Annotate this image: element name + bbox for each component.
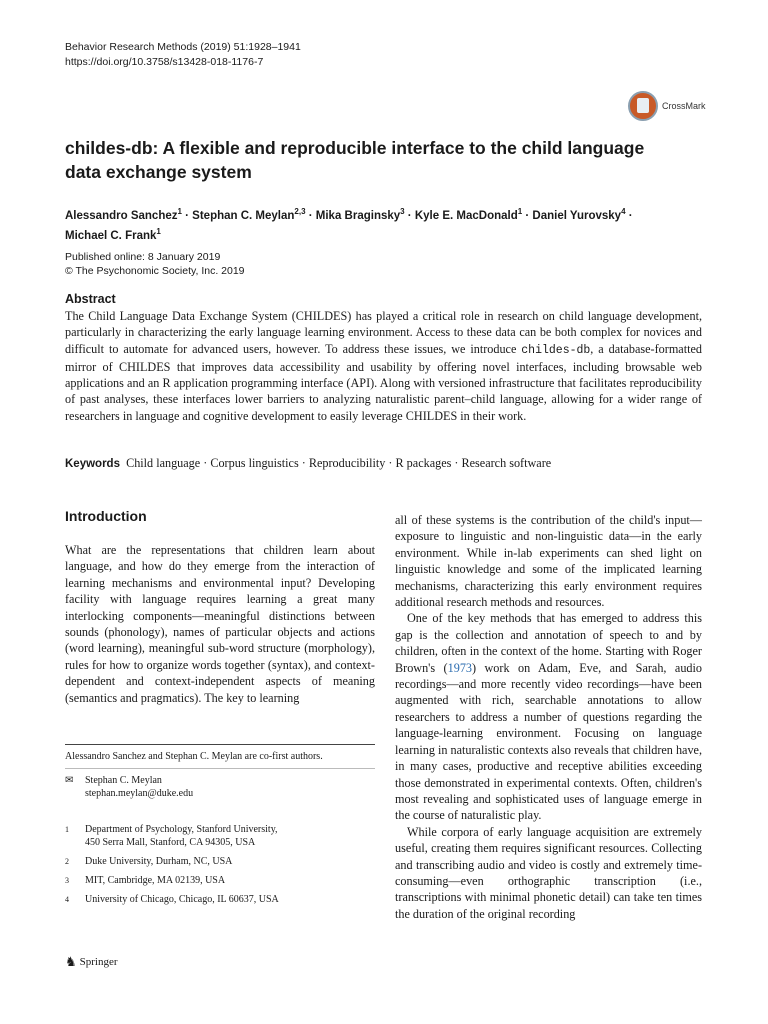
crossmark-badge[interactable] — [628, 90, 708, 122]
crossmark-icon — [628, 91, 658, 121]
publisher-footer — [65, 954, 118, 970]
affiliation: 3 MIT, Cambridge, MA 02139, USA — [65, 875, 226, 886]
author-list: Alessandro Sanchez$^1$ · Stephan C. Meylan$^{2,3}$ · Mika Braginsky$^3$ · Kyle E. MacDonald$^1$ · Daniel Yurovsky$^4$ · Michael C. Frank$^1$ — [65, 207, 633, 242]
springer-logo-icon: ♞ — [65, 954, 77, 969]
published-date: Published online: 8 January 2019 — [65, 251, 221, 263]
paper-title: childes-db: A flexible and reproducible interface to the child language data exchange system — [65, 138, 645, 182]
copyright: © The Psychonomic Society, Inc. 2019 — [65, 265, 245, 277]
journal-header — [65, 40, 301, 70]
paragraph: One of the key methods that has emerged to address this gap is the collection and annotation of speech to and by children, often in the context of the home. Starting with Roger Brown's (1973) work on Adam, Eve, and Sarah, audio recordings—and more recently video recordings—have been augmented with rich, searchable annotations to allow researchers to address a number of questions regarding the language-learning environment. Focusing on language learning in naturalistic contexts also reveals that children have, in many cases, productive and receptive abilities exceeding those demonstrated in experimental contexts. Often, children's most revealing and sophisticated uses of language emerge in the course of naturalistic play. — [395, 611, 702, 823]
author[interactable]: Stephan C. Meylan$^{2,3}$ — [192, 207, 306, 222]
body-column-right — [395, 512, 702, 922]
author[interactable]: Alessandro Sanchez$^1$ — [65, 207, 182, 222]
code-term: childes-db — [521, 343, 591, 357]
keywords-label: Keywords — [65, 458, 120, 470]
abstract-heading: Abstract — [65, 292, 116, 306]
corresponding-author — [65, 774, 193, 800]
body-column-left: What are the representations that children learn about language, and how do they emerge from the interaction of learning mechanisms and environmental input? Developing facility with language requires learning a great many interlocking components—meaningful distinctions between sounds (phonology), names of particular objects and actions (word learning), meaningful sub-word structure (morphology), rules for how to organize words together (syntax), and context-dependent and context-independent aspects of meaning (semantics and pragmatics). The key to learning — [65, 543, 375, 705]
affiliation: 2 Duke University, Durham, NC, USA — [65, 856, 233, 867]
doi-link[interactable]: https://doi.org/10.3758/s13428-018-1176-7 — [65, 56, 264, 68]
publication-info — [65, 250, 245, 278]
cofirst-note: Alessandro Sanchez and Stephan C. Meylan are co-first authors. — [65, 751, 323, 762]
paragraph: all of these systems is the contribution of the child's input—exposure to linguistic and non-linguistic data—in the early environment. While in-lab experiments can shed light on linguistic knowledge and some of the implicated learning mechanisms, characterizing this early environment requires additional research methods and resources. — [395, 513, 702, 610]
contact-name: Stephan C. Meylan — [85, 775, 162, 786]
journal-citation: Behavior Research Methods (2019) 51:1928–1941 — [65, 41, 301, 53]
keywords — [65, 456, 551, 471]
paragraph: While corpora of early language acquisition are extremely useful, creating them requires significant resources. Collecting and transcribing audio and video is costly and extremely time-consuming—even orthographic transcription (i.e., transcriptions with minimal phonetic detail) can take ten times the duration of the original recording — [395, 824, 702, 921]
author[interactable]: Kyle E. MacDonald$^1$ — [414, 207, 523, 222]
author[interactable]: Michael C. Frank$^1$ — [65, 226, 161, 242]
crossmark-label: CrossMark — [662, 101, 706, 111]
footnote-divider — [65, 744, 375, 745]
citation-link[interactable]: 1973 — [447, 660, 472, 675]
author[interactable]: Mika Braginsky$^3$ — [315, 207, 405, 222]
section-heading-introduction: Introduction — [65, 508, 147, 524]
keywords-text: Child language · Corpus linguistics · Reproducibility · R packages · Research software — [126, 456, 552, 470]
contact-email[interactable]: stephan.meylan@duke.edu — [85, 788, 194, 799]
envelope-icon: ✉ — [65, 775, 74, 786]
footnote-divider — [65, 768, 375, 769]
author[interactable]: Daniel Yurovsky$^4$ — [532, 207, 626, 222]
publisher-name: Springer — [79, 956, 118, 968]
affiliations — [65, 823, 279, 912]
affiliation: 4 University of Chicago, Chicago, IL 60637, USA — [65, 894, 279, 905]
abstract-text: The Child Language Data Exchange System (CHILDES) has played a critical role in research on child language development, particularly in characterizing the early language learning environment. Access to these data can be both complex for novices and difficult to automate for advanced users, however. To address these issues, we introduce childes-db, a database-formatted mirror of CHILDES that improves data accessibility and usability by offering novel interfaces, including browsable web applications and an R application programming interface (API). Along with versioned infrastructure that facilitates reproducibility of past analyses, these interfaces lower barriers to analyzing naturalistic parent–child language, allowing for a wider range of researchers in language and cognitive development to easily leverage CHILDES in their work. — [65, 309, 702, 423]
affiliation: 1 Department of Psychology, Stanford University, 450 Serra Mall, Stanford, CA 94305, USA — [65, 824, 278, 848]
